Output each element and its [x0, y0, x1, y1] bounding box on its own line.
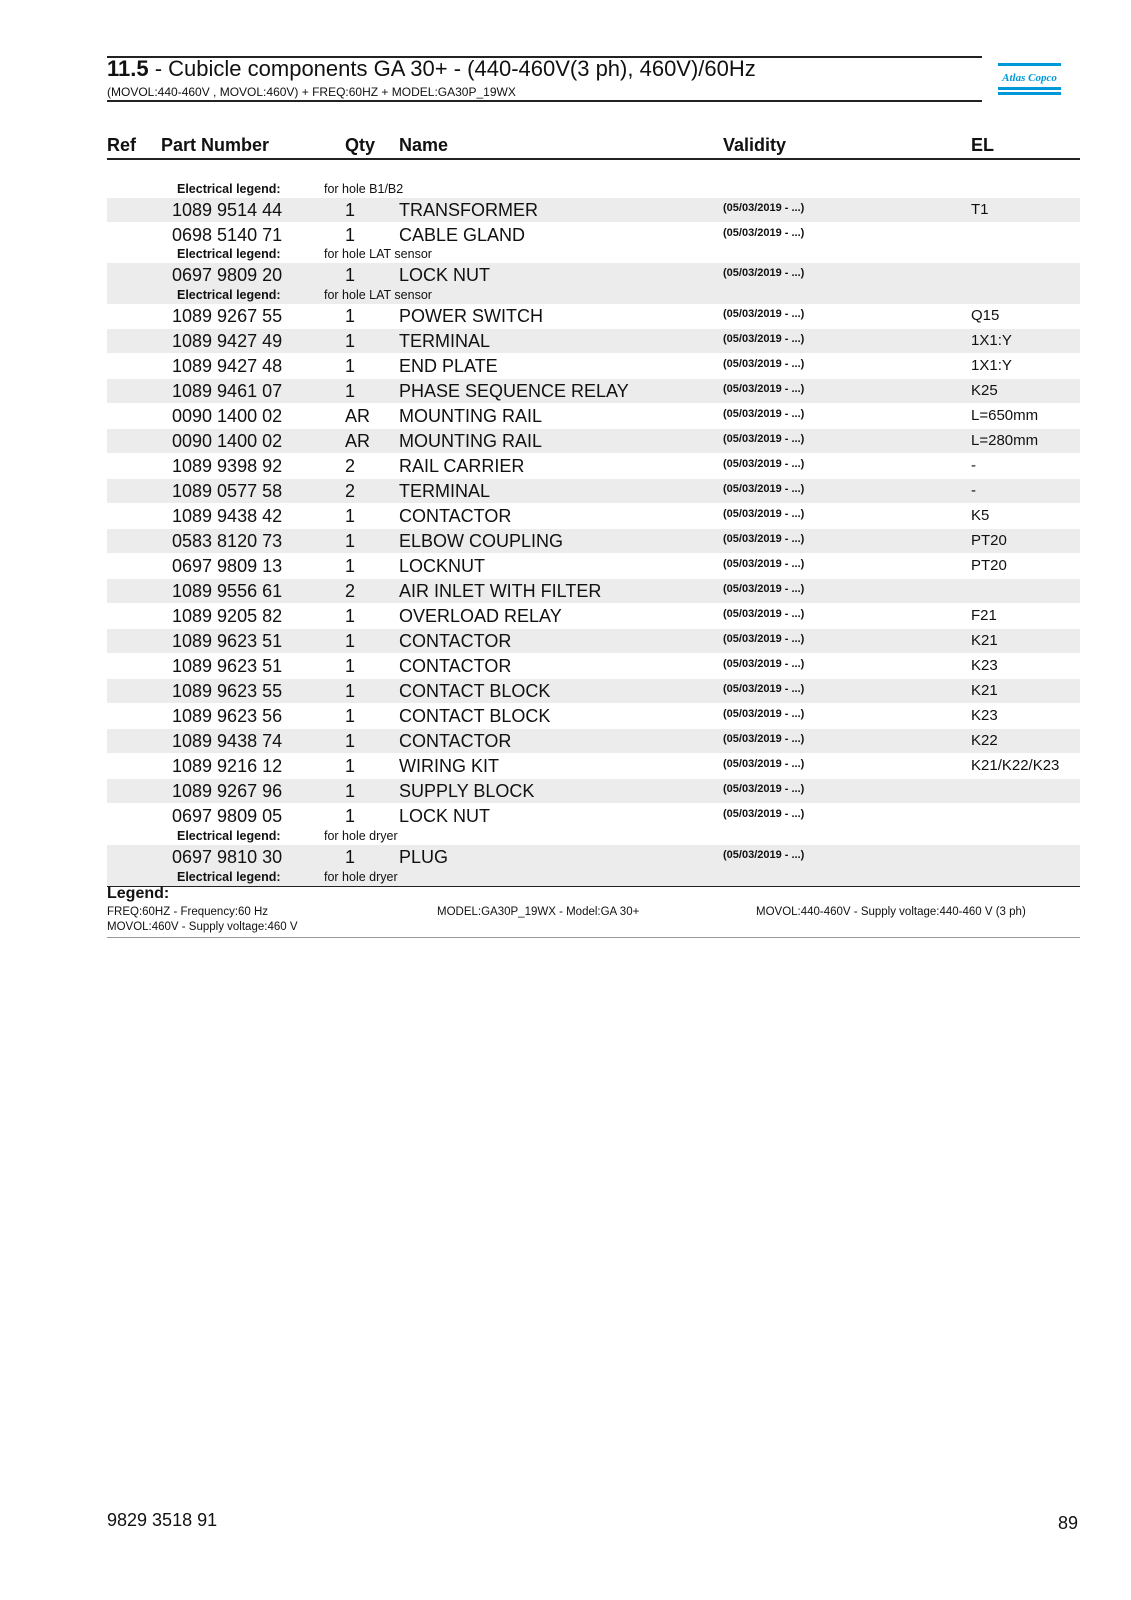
part-number: 1089 9205 82 [172, 606, 283, 626]
col-name: Name [399, 135, 449, 155]
quantity: 1 [345, 781, 356, 801]
electrical-legend-value: for hole LAT sensor [324, 247, 432, 261]
validity: (05/03/2019 - ...) [723, 758, 805, 770]
part-number: 0698 5140 71 [172, 225, 283, 245]
col-part-number: Part Number [161, 135, 270, 155]
part-name: PLUG [399, 847, 449, 867]
electrical-legend-value: for hole LAT sensor [324, 288, 432, 302]
part-name: TERMINAL [399, 331, 491, 351]
table-row [107, 604, 1080, 628]
quantity: 1 [345, 706, 356, 726]
title-bottom-rule [107, 100, 982, 102]
el-code: PT20 [971, 557, 1007, 574]
part-number: 0697 9809 13 [172, 556, 283, 576]
table-header [107, 135, 1080, 159]
page-title [107, 56, 756, 82]
part-name: LOCK NUT [399, 265, 491, 285]
quantity: 1 [345, 556, 356, 576]
el-code: L=650mm [971, 407, 1039, 424]
validity: (05/03/2019 - ...) [723, 308, 805, 320]
table-row [107, 504, 1080, 528]
part-name: CABLE GLAND [399, 225, 526, 245]
part-name: WIRING KIT [399, 756, 499, 776]
quantity: 1 [345, 200, 356, 220]
part-number: 1089 9438 42 [172, 506, 283, 526]
electrical-legend-value: for hole B1/B2 [324, 182, 404, 196]
table-row [107, 329, 1080, 353]
col-ref: Ref [107, 135, 137, 155]
part-number: 1089 9623 55 [172, 681, 283, 701]
page-number: 89 [1058, 1513, 1079, 1533]
table-row [107, 379, 1080, 403]
validity: (05/03/2019 - ...) [723, 408, 805, 420]
document-number: 9829 3518 91 [107, 1510, 218, 1530]
electrical-legend-row [107, 288, 1080, 304]
quantity: 1 [345, 631, 356, 651]
validity: (05/03/2019 - ...) [723, 558, 805, 570]
el-code: K23 [971, 707, 998, 724]
part-number: 0583 8120 73 [172, 531, 283, 551]
table-row [107, 479, 1080, 503]
logo-text: Atlas Copco [1002, 72, 1057, 84]
el-code: K21 [971, 632, 998, 649]
part-name: END PLATE [399, 356, 498, 376]
part-name: OVERLOAD RELAY [399, 606, 562, 626]
electrical-legend-row [107, 870, 1080, 886]
quantity: 2 [345, 456, 356, 476]
validity: (05/03/2019 - ...) [723, 358, 805, 370]
part-name: CONTACT BLOCK [399, 681, 551, 701]
header-rule [107, 158, 1080, 160]
part-number: 1089 9438 74 [172, 731, 283, 751]
quantity: 1 [345, 731, 356, 751]
table-row [107, 704, 1080, 728]
table-row [107, 354, 1080, 378]
table-row [107, 198, 1080, 222]
validity: (05/03/2019 - ...) [723, 783, 805, 795]
el-code: K21 [971, 682, 998, 699]
quantity: AR [345, 406, 371, 426]
section-title: - Cubicle components GA 30+ - (440-460V(3 ph), 460V)/60Hz [148, 56, 756, 81]
validity: (05/03/2019 - ...) [723, 633, 805, 645]
quantity: 1 [345, 656, 356, 676]
table-bottom-rule [107, 886, 1080, 887]
part-name: AIR INLET WITH FILTER [399, 581, 602, 601]
part-name: CONTACTOR [399, 631, 512, 651]
part-name: POWER SWITCH [399, 306, 543, 326]
part-name: PHASE SEQUENCE RELAY [399, 381, 629, 401]
validity: (05/03/2019 - ...) [723, 202, 805, 214]
quantity: 1 [345, 381, 356, 401]
el-code: PT20 [971, 532, 1007, 549]
quantity: 1 [345, 265, 356, 285]
el-code: K21/K22/K23 [971, 757, 1060, 774]
validity: (05/03/2019 - ...) [723, 533, 805, 545]
el-code: - [971, 457, 976, 474]
table-row [107, 754, 1080, 778]
quantity: AR [345, 431, 371, 451]
part-number: 1089 9623 51 [172, 656, 283, 676]
part-name: CONTACTOR [399, 731, 512, 751]
quantity: 2 [345, 481, 356, 501]
quantity: 1 [345, 356, 356, 376]
validity: (05/03/2019 - ...) [723, 608, 805, 620]
el-code: F21 [971, 607, 997, 624]
validity: (05/03/2019 - ...) [723, 683, 805, 695]
el-code: K25 [971, 382, 998, 399]
part-name: LOCKNUT [399, 556, 486, 576]
table-row [107, 454, 1080, 478]
quantity: 1 [345, 847, 356, 867]
part-number: 1089 9216 12 [172, 756, 283, 776]
validity: (05/03/2019 - ...) [723, 808, 805, 820]
part-name: RAIL CARRIER [399, 456, 525, 476]
validity: (05/03/2019 - ...) [723, 708, 805, 720]
validity: (05/03/2019 - ...) [723, 458, 805, 470]
quantity: 1 [345, 531, 356, 551]
col-el: EL [971, 135, 995, 155]
validity: (05/03/2019 - ...) [723, 733, 805, 745]
el-code: T1 [971, 201, 989, 218]
table-row [107, 304, 1080, 328]
part-number: 1089 9461 07 [172, 381, 283, 401]
legend-freq: FREQ:60HZ - Frequency:60 Hz [107, 906, 269, 918]
part-number: 1089 9427 48 [172, 356, 283, 376]
el-code: K5 [971, 507, 990, 524]
validity: (05/03/2019 - ...) [723, 483, 805, 495]
quantity: 1 [345, 756, 356, 776]
part-name: TRANSFORMER [399, 200, 538, 220]
part-number: 0090 1400 02 [172, 406, 283, 426]
el-code: L=280mm [971, 432, 1039, 449]
quantity: 1 [345, 225, 356, 245]
part-name: LOCK NUT [399, 806, 491, 826]
validity: (05/03/2019 - ...) [723, 267, 805, 279]
table-row [107, 529, 1080, 553]
el-code: K23 [971, 657, 998, 674]
legend-movol-440-460: MOVOL:440-460V - Supply voltage:440-460 V (3 ph) [756, 906, 1026, 918]
quantity: 1 [345, 606, 356, 626]
validity: (05/03/2019 - ...) [723, 583, 805, 595]
part-number: 1089 9427 49 [172, 331, 283, 351]
part-number: 0697 9809 05 [172, 806, 283, 826]
part-number: 0697 9810 30 [172, 847, 283, 867]
validity: (05/03/2019 - ...) [723, 508, 805, 520]
table-row [107, 679, 1080, 703]
quantity: 1 [345, 506, 356, 526]
legend-model: MODEL:GA30P_19WX - Model:GA 30+ [437, 906, 640, 918]
part-number: 1089 9267 96 [172, 781, 283, 801]
quantity: 1 [345, 681, 356, 701]
part-number: 1089 9556 61 [172, 581, 283, 601]
el-code: - [971, 482, 976, 499]
part-number: 1089 9623 56 [172, 706, 283, 726]
validity: (05/03/2019 - ...) [723, 658, 805, 670]
electrical-legend-label: Electrical legend: [177, 870, 281, 884]
electrical-legend-label: Electrical legend: [177, 829, 281, 843]
part-name: CONTACTOR [399, 656, 512, 676]
table-row [107, 579, 1080, 603]
electrical-legend-value: for hole dryer [324, 829, 398, 843]
validity: (05/03/2019 - ...) [723, 849, 805, 861]
part-name: CONTACTOR [399, 506, 512, 526]
table-row [107, 779, 1080, 803]
electrical-legend-label: Electrical legend: [177, 288, 281, 302]
legend-bottom-rule [107, 937, 1080, 938]
electrical-legend-row [107, 182, 1080, 198]
quantity: 1 [345, 306, 356, 326]
col-validity: Validity [723, 135, 787, 155]
electrical-legend-row [107, 247, 1080, 263]
quantity: 2 [345, 581, 356, 601]
table-row [107, 629, 1080, 653]
part-name: MOUNTING RAIL [399, 431, 543, 451]
page-subtitle: (MOVOL:440-460V , MOVOL:460V) + FREQ:60HZ + MODEL:GA30P_19WX [107, 85, 516, 99]
el-code: K22 [971, 732, 998, 749]
part-number: 1089 9514 44 [172, 200, 283, 220]
table-row [107, 429, 1080, 453]
part-name: CONTACT BLOCK [399, 706, 551, 726]
el-code: Q15 [971, 307, 1000, 324]
electrical-legend-value: for hole dryer [324, 870, 398, 884]
table-row [107, 804, 1080, 828]
part-name: ELBOW COUPLING [399, 531, 564, 551]
part-number: 0090 1400 02 [172, 431, 283, 451]
electrical-legend-label: Electrical legend: [177, 182, 281, 196]
part-number: 1089 9623 51 [172, 631, 283, 651]
validity: (05/03/2019 - ...) [723, 333, 805, 345]
table-row [107, 404, 1080, 428]
part-number: 0697 9809 20 [172, 265, 283, 285]
legend-movol-460: MOVOL:460V - Supply voltage:460 V [107, 921, 298, 933]
el-code: 1X1:Y [971, 357, 1012, 374]
validity: (05/03/2019 - ...) [723, 383, 805, 395]
part-name: MOUNTING RAIL [399, 406, 543, 426]
table-row [107, 554, 1080, 578]
table-row [107, 729, 1080, 753]
quantity: 1 [345, 331, 356, 351]
legend-title: Legend: [107, 885, 170, 902]
col-qty: Qty [345, 135, 376, 155]
part-number: 1089 0577 58 [172, 481, 283, 501]
atlas-copco-logo [998, 63, 1061, 95]
electrical-legend-row [107, 829, 1080, 845]
validity: (05/03/2019 - ...) [723, 433, 805, 445]
part-number: 1089 9267 55 [172, 306, 283, 326]
table-row [107, 654, 1080, 678]
part-name: SUPPLY BLOCK [399, 781, 535, 801]
table-row [107, 223, 1080, 247]
electrical-legend-label: Electrical legend: [177, 247, 281, 261]
validity: (05/03/2019 - ...) [723, 227, 805, 239]
quantity: 1 [345, 806, 356, 826]
el-code: 1X1:Y [971, 332, 1012, 349]
part-number: 1089 9398 92 [172, 456, 283, 476]
part-name: TERMINAL [399, 481, 491, 501]
section-number: 11.5 [107, 56, 149, 81]
